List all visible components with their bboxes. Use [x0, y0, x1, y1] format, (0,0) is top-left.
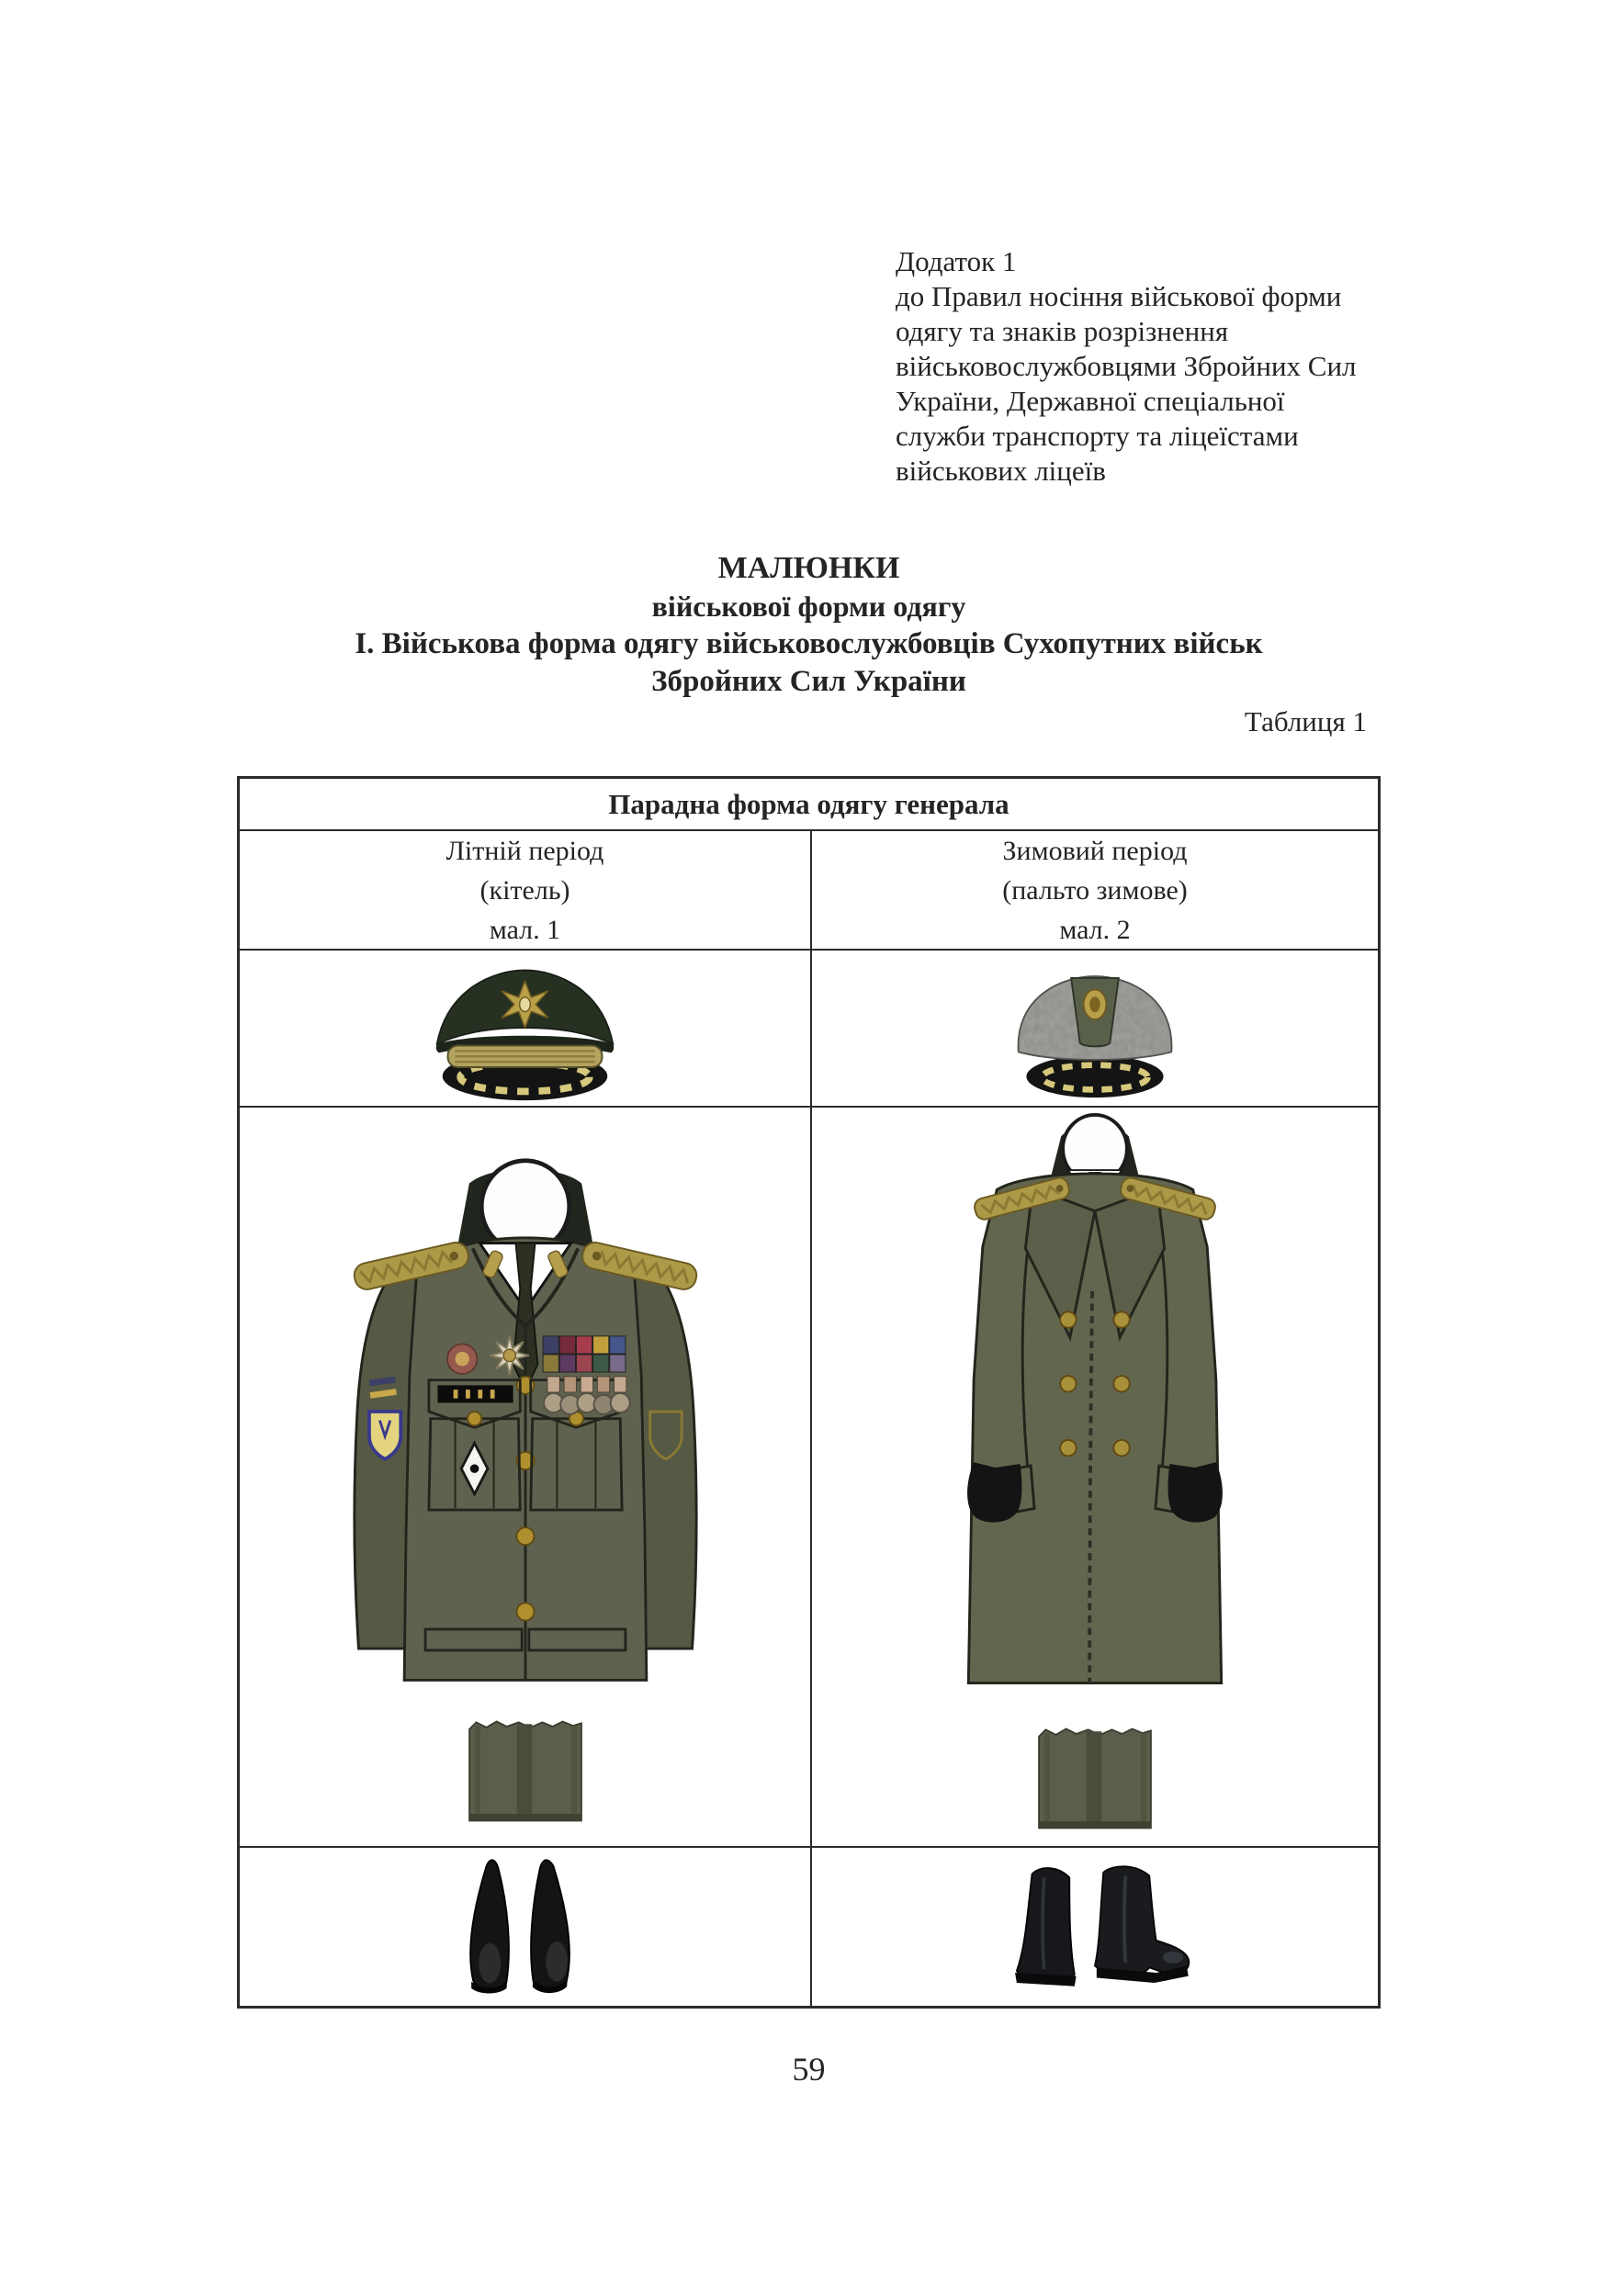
winter-fur-hat-icon — [994, 953, 1196, 1103]
appendix-line: військовослужбовцями Збройних Сил — [896, 350, 1357, 382]
page-number: 59 — [792, 2051, 826, 2088]
winter-footwear-cell — [812, 1848, 1378, 2006]
winter-cap-cell — [812, 951, 1378, 1108]
summer-garment-label: (кітель) — [479, 874, 570, 906]
winter-uniform-cell — [812, 1108, 1378, 1848]
appendix-line: військових ліцеїв — [896, 455, 1106, 487]
appendix-line: служби транспорту та ліцеїстами — [896, 420, 1299, 452]
summer-footwear-cell — [240, 1848, 812, 2006]
summer-peaked-cap-icon — [417, 952, 633, 1105]
winter-trousers-illustration — [1025, 1723, 1165, 1833]
appendix-line: одягу та знаків розрізнення — [896, 315, 1229, 347]
table-header: Парадна форма одягу генерала — [240, 779, 1378, 831]
drawings-subtitle: військової форми одягу — [651, 590, 966, 623]
column-header-summer — [240, 831, 812, 951]
summer-figure-label: мал. 1 — [489, 914, 561, 945]
winter-figure-label: мал. 2 — [1059, 914, 1131, 945]
sleeve-patch-icon — [649, 1412, 681, 1459]
appendix-line: України, Державної спеціальної — [896, 385, 1285, 417]
ankle-boots-icon — [971, 1859, 1219, 1995]
name-plate — [437, 1385, 513, 1402]
appendix-reference-block — [896, 244, 1396, 489]
section-heading: І. Військова форма одягу військовослужбовців Сухопутних військ — [355, 627, 1263, 660]
uniform-table — [237, 776, 1381, 2009]
hanging-medals — [544, 1377, 630, 1414]
summer-trousers-illustration — [456, 1716, 595, 1826]
greatcoat-illustration — [943, 1113, 1246, 1701]
summer-period-label: Літній період — [445, 835, 604, 866]
ribbon-bars — [543, 1336, 626, 1372]
table-caption: Таблиця 1 — [1244, 705, 1367, 737]
section-heading-line2: Збройних Сил України — [651, 665, 966, 698]
hat-badge-icon — [1084, 989, 1107, 1019]
drawings-title: МАЛЮНКИ — [717, 551, 900, 585]
dress-jacket-illustration — [323, 1155, 727, 1708]
appendix-line: Додаток 1 — [896, 245, 1017, 277]
summer-cap-cell — [240, 951, 812, 1108]
summer-uniform-cell — [240, 1108, 812, 1848]
winter-garment-label: (пальто зимове) — [1002, 874, 1188, 906]
title-block — [237, 549, 1381, 701]
low-shoes-icon — [417, 1856, 633, 1998]
column-header-winter — [812, 831, 1378, 951]
appendix-line: до Правил носіння військової форми — [896, 280, 1342, 312]
winter-period-label: Зимовий період — [1002, 835, 1188, 866]
